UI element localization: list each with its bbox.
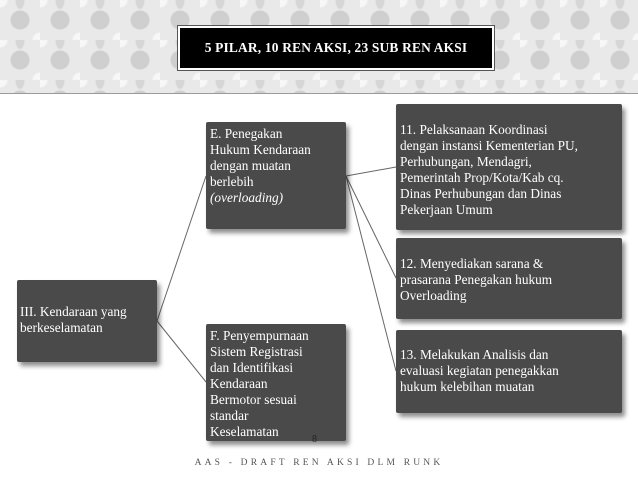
node-text-line: standar — [210, 407, 249, 423]
node-text-line: Hukum Kendaraan — [210, 141, 311, 157]
node-text-line: dan Identifikasi — [210, 359, 294, 375]
page-number: 8 — [312, 434, 317, 445]
node-text-line: berlebih — [210, 173, 254, 189]
node-text-line: 11. Pelaksanaan Koordinasi — [400, 122, 548, 137]
node-text-line: Pemerintah Prop/Kota/Kab cq. — [400, 169, 564, 185]
node-text-line: 13. Melakukan Analisis dan — [400, 347, 549, 362]
node-text-line: Overloading — [400, 287, 467, 303]
node-text-line: Sistem Registrasi — [210, 343, 303, 359]
node-text-line: dengan muatan — [210, 157, 291, 173]
node-text-line: Pekerjaan Umum — [400, 201, 493, 217]
connector-e-12 — [346, 176, 396, 278]
node-item-12 — [396, 238, 622, 319]
node-item-11 — [396, 104, 622, 230]
node-kendaraan-berkeselamatan — [17, 280, 157, 362]
node-text-line: dengan instansi Kementerian PU, — [400, 137, 578, 153]
node-penegakan-hukum — [206, 122, 346, 229]
connector-e-11 — [346, 167, 396, 176]
node-text-line: evaluasi kegiatan penegakkan — [400, 362, 559, 378]
node-text-line: hukum kelebihan muatan — [400, 378, 535, 394]
node-text-line: Keselamatan — [210, 423, 279, 439]
connector-root-e — [157, 176, 206, 321]
node-item-13 — [396, 330, 622, 413]
node-text-line: berkeselamatan — [20, 319, 103, 335]
node-text-line: Bermotor sesuai — [210, 391, 297, 407]
connector-root-f — [157, 321, 206, 382]
node-text-line: Perhubungan, Mendagri, — [400, 153, 532, 169]
node-text-line: prasarana Penegakan hukum — [400, 271, 553, 287]
node-text-line: Dinas Perhubungan dan Dinas — [400, 185, 562, 201]
node-text-line: F. Penyempurnaan — [210, 328, 309, 343]
slide-title: 5 PILAR, 10 REN AKSI, 23 SUB REN AKSI — [204, 40, 468, 55]
footer-text: AAS - DRAFT REN AKSI DLM RUNK — [194, 458, 444, 468]
node-text-line: E. Penegakan — [210, 126, 283, 141]
node-text-line: 12. Menyediakan sarana & — [400, 256, 544, 271]
node-text-line: Kendaraan — [210, 375, 268, 391]
node-penyempurnaan-sistem — [206, 324, 346, 441]
connector-e-13 — [346, 176, 396, 371]
node-text-line: III. Kendaraan yang — [20, 304, 127, 319]
node-text-italic: (overloading) — [210, 189, 284, 205]
